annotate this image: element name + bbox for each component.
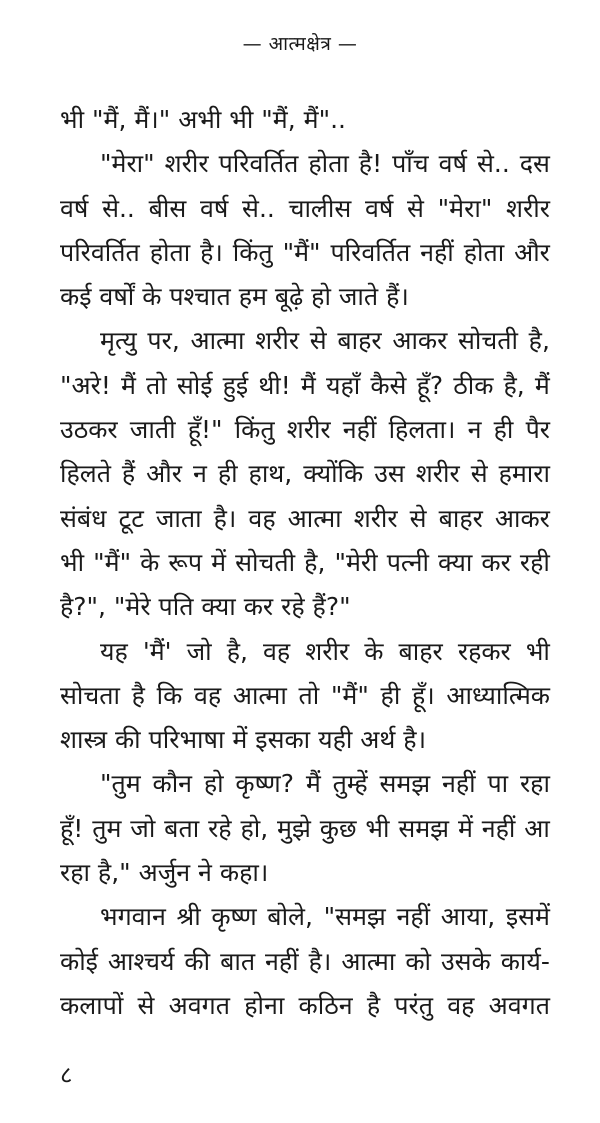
text-line: हूँ! तुम जो बता रहे हो, मुझे कुछ भी समझ में नहीं आ bbox=[60, 813, 550, 843]
text-line: "अरे! मैं तो सोई हुई थी! मैं यहाँ कैसे हूँ? ठीक है, मैं bbox=[60, 370, 550, 400]
text-line: उठकर जाती हूँ!" किंतु शरीर नहीं हिलता। न ही पैर bbox=[60, 415, 550, 445]
text-line: शास्त्र की परिभाषा में इसका यही अर्थ है। bbox=[60, 725, 427, 755]
running-header: — आत्मक्षेत्र — bbox=[242, 33, 358, 55]
text-line: "मेरा" शरीर परिवर्तित होता है! पाँच वर्ष से.. दस bbox=[100, 149, 550, 179]
text-line: संबंध टूट जाता है। वह आत्मा शरीर से बाहर आकर bbox=[60, 503, 550, 533]
text-line: हिलते हैं और न ही हाथ, क्योंकि उस शरीर से हमारा bbox=[60, 459, 550, 489]
text-line: है?", "मेरे पति क्या कर रहे हैं?" bbox=[60, 592, 351, 622]
text-line: वर्ष से.. बीस वर्ष से.. चालीस वर्ष से "मेरा" शरीर bbox=[60, 193, 550, 223]
text-line: परिवर्तित होता है। किंतु "मैं" परिवर्तित नहीं होता और bbox=[60, 237, 550, 267]
text-line: मृत्यु पर, आत्मा शरीर से बाहर आकर सोचती है, bbox=[100, 326, 550, 356]
page-number: ८ bbox=[60, 1061, 73, 1089]
text-line: कोई आश्चर्य की बात नहीं है। आत्मा को उसके कार्य- bbox=[60, 946, 550, 976]
body-text bbox=[60, 98, 550, 1028]
text-line: "तुम कौन हो कृष्ण? मैं तुम्हें समझ नहीं पा रहा bbox=[100, 769, 550, 799]
text-line: भगवान श्री कृष्ण बोले, "समझ नहीं आया, इसमें bbox=[100, 902, 550, 932]
text-line: रहा है," अर्जुन ने कहा। bbox=[60, 858, 269, 888]
text-line: भी "मैं" के रूप में सोचती है, "मेरी पत्नी क्या कर रही bbox=[60, 547, 550, 577]
text-line: यह 'मैं' जो है, वह शरीर के बाहर रहकर भी bbox=[100, 636, 550, 666]
text-line: सोचता है कि वह आत्मा तो "मैं" ही हूँ। आध्यात्मिक bbox=[60, 680, 550, 710]
text-line: कलापों से अवगत होना कठिन है परंतु वह अवगत bbox=[60, 990, 550, 1020]
text-line: भी "मैं, मैं।" अभी भी "मैं, मैं".. bbox=[60, 105, 346, 134]
text-line: कई वर्षों के पश्चात हम बूढ़े हो जाते हैं। bbox=[60, 282, 409, 312]
